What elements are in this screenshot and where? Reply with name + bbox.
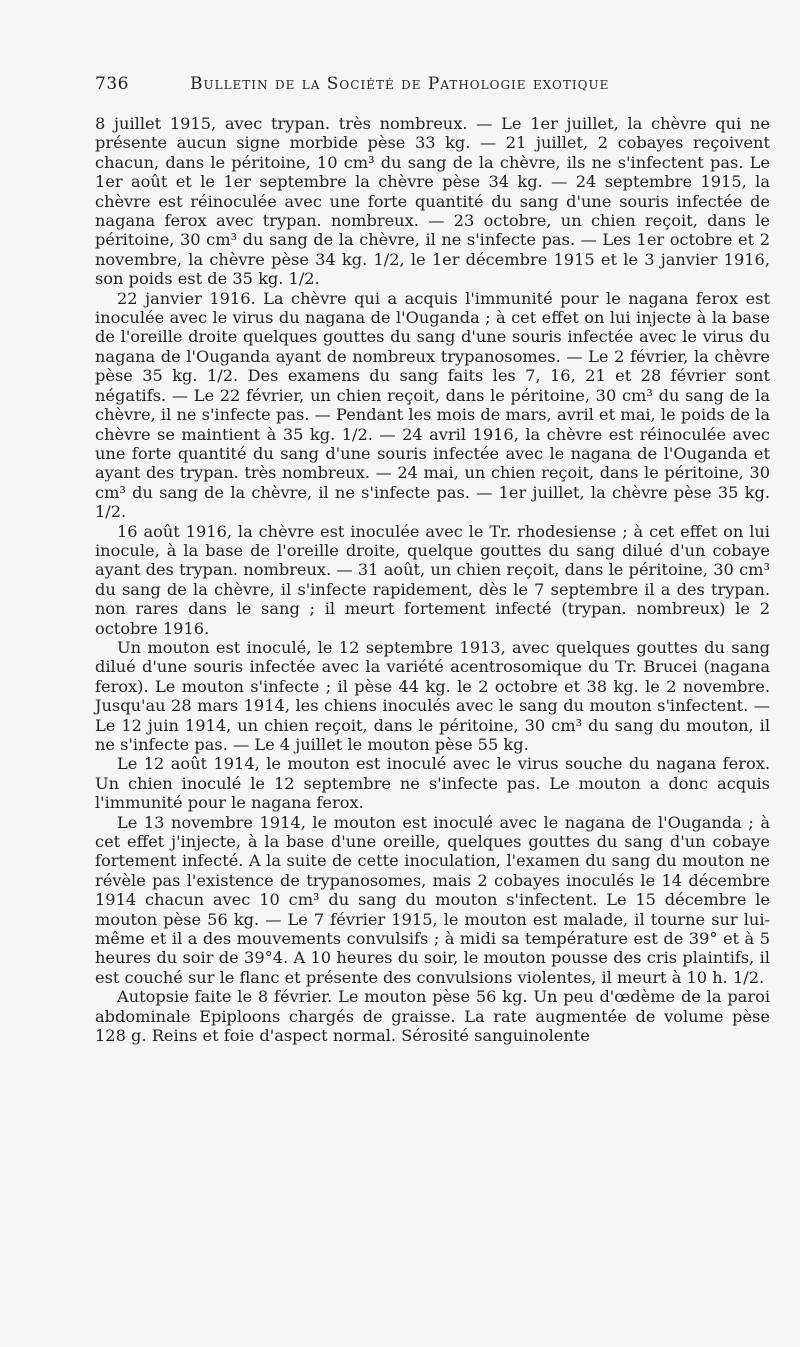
paragraph: 8 juillet 1915, avec trypan. très nombreux. — Le 1er juillet, la chèvre qui ne présente aucun signe morbide pèse 33 kg. — 21 juillet, 2 cobayes reçoivent chacun, dans le péritoine, 10 cm³ du sang de la chèvre, ils ne s'infectent pas. Le 1er août et le 1er septembre la chèvre pèse 34 kg. — 24 septembre 1915, la chèvre est réinoculée avec une forte quantité du sang d'une souris infectée de nagana ferox avec trypan. nombreux. — 23 octobre, un chien reçoit, dans le péritoine, 30 cm³ du sang de la chèvre, il ne s'infecte pas. — Les 1er octobre et 2 novembre, la chèvre pèse 34 kg. 1/2, le 1er décembre 1915 et le 3 janvier 1916, son poids est de 35 kg. 1/2. — [95, 114, 770, 289]
paragraph: Le 13 novembre 1914, le mouton est inoculé avec le nagana de l'Ouganda ; à cet effet j'injecte, à la base d'une oreille, quelques gouttes du sang d'un cobaye fortement infecté. A la suite de cette inoculation, l'examen du sang du mouton ne révèle pas l'existence de trypanosomes, mais 2 cobayes inoculés le 14 décembre 1914 chacun avec 10 cm³ du sang du mouton s'infectent. Le 15 décembre le mouton pèse 56 kg. — Le 7 février 1915, le mouton est malade, il tourne sur lui-même et il a des mouvements convulsifs ; à midi sa température est de 39° et à 5 heures du soir de 39°4. A 10 heures du soir, le mouton pousse des cris plaintifs, il est couché sur le flanc et présente des convulsions violentes, il meurt à 10 h. 1/2. — [95, 812, 770, 987]
paragraph: Autopsie faite le 8 février. Le mouton pèse 56 kg. Un peu d'œdème de la paroi abdominale Epiploons chargés de graisse. La rate augmentée de volume pèse 128 g. Reins et foie d'aspect normal. Sérosité sanguinolente — [95, 987, 770, 1046]
paragraph: Un mouton est inoculé, le 12 septembre 1913, avec quelques gouttes du sang dilué d'une souris infectée avec la variété acentrosomique du Tr. Brucei (nagana ferox). Le mouton s'infecte ; il pèse 44 kg. le 2 octobre et 38 kg. le 2 novembre. Jusqu'au 28 mars 1914, les chiens inoculés avec le sang du mouton s'infectent. — Le 12 juin 1914, un chien reçoit, dans le péritoine, 30 cm³ du sang du mouton, il ne s'infecte pas. — Le 4 juillet le mouton pèse 55 kg. — [95, 637, 770, 754]
page-number: 736 — [95, 74, 129, 94]
paragraph: Le 12 août 1914, le mouton est inoculé avec le virus souche du nagana ferox. Un chien inoculé le 12 septembre ne s'infecte pas. Le mouton a donc acquis l'immunité pour le nagana ferox. — [95, 754, 770, 813]
paragraph: 22 janvier 1916. La chèvre qui a acquis l'immunité pour le nagana ferox est inoculée avec le virus du nagana de l'Ouganda ; à cet effet on lui injecte à la base de l'oreille droite quelques gouttes du sang d'une souris infectée avec le virus du nagana de l'Ouganda ayant de nombreux trypanosomes. — Le 2 février, la chèvre pèse 35 kg. 1/2. Des examens du sang faits les 7, 16, 21 et 28 février sont négatifs. — Le 22 février, un chien reçoit, dans le péritoine, 30 cm³ du sang de la chèvre, il ne s'infecte pas. — Pendant les mois de mars, avril et mai, le poids de la chèvre se maintient à 35 kg. 1/2. — 24 avril 1916, la chèvre est réinoculée avec une forte quantité du sang d'une souris infectée avec le nagana de l'Ouganda et ayant des trypan. très nombreux. — 24 mai, un chien reçoit, dans le péritoine, 30 cm³ du sang de la chèvre, il ne s'infecte pas. — 1er juillet, la chèvre pèse 35 kg. 1/2. — [95, 288, 770, 522]
paragraph: 16 août 1916, la chèvre est inoculée avec le Tr. rhodesiense ; à cet effet on lui inocule, à la base de l'oreille droite, quelque gouttes du sang dilué d'un cobaye ayant des trypan. nombreux. — 31 août, un chien reçoit, dans le péritoine, 30 cm³ du sang de la chèvre, il s'infecte rapidement, dès le 7 septembre il a des trypan. non rares dans le sang ; il meurt fortement infecté (trypan. nombreux) le 2 octobre 1916. — [95, 521, 770, 638]
running-header — [95, 74, 770, 114]
running-title: Bulletin de la Société de Pathologie exotique — [190, 74, 610, 94]
article-body — [95, 114, 770, 1046]
